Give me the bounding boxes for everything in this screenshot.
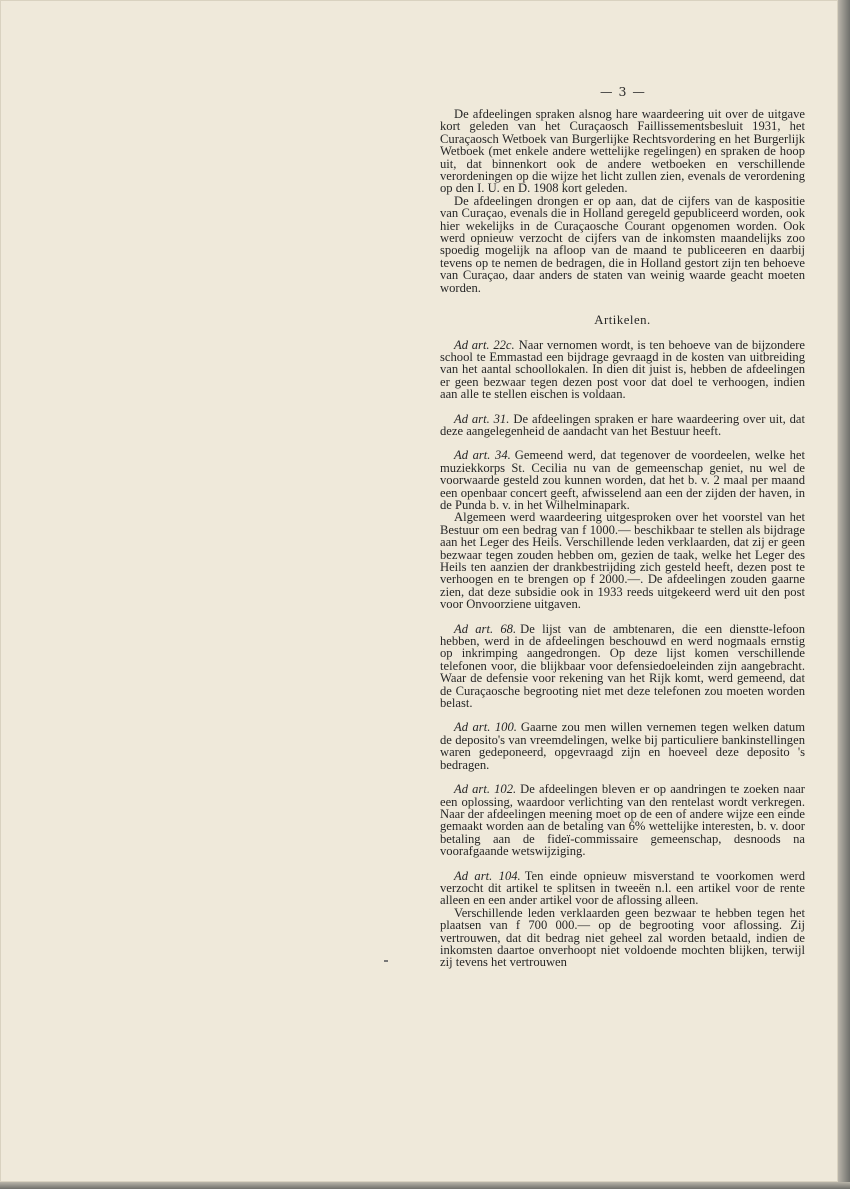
- article-100-paragraph: [440, 721, 805, 771]
- article-ref: Ad art. 22c.: [454, 337, 515, 352]
- scan-edge-right: [838, 0, 850, 1189]
- article-text: De afdeelingen bleven er op aandringen te zoeken naar een oplossing, waardoor verlichting van den rentelast wordt verkregen. Naar der afdeelingen meening moet op de een of andere wijze een einde gemaakt worden aan de betaling van 6% wettelijke interesten, b. v. door betaling aan de fideï-commissaire gemeenschap, desnoods na voorafgaande wetswijziging.: [440, 782, 806, 859]
- article-text: Ten einde opnieuw misverstand te voorkomen werd verzocht dit artikel te splitsen in tweeën n.l. een artikel voor de rente alleen en een ander artikel voor de aflossing alleen.: [440, 868, 806, 908]
- scan-edge-bottom: [0, 1182, 850, 1189]
- article-34-paragraph: [440, 449, 805, 511]
- article-31-paragraph: [440, 413, 805, 438]
- article-34-paragraph-2: Algemeen werd waardeering uitgesproken over het voorstel van het Bestuur om een bedrag van f 1000.— beschikbaar te stellen als bijdrage aan het Leger des Heils. Verschillende leden verklaarden, dat zij er geen bezwaar tegen zouden hebben om, gezien de taak, welke het Leger des Heils ten aanzien der drankbestrijding zich gesteld heeft, dezen post te verhoogen en te brengen op f 2000.—. De afdeelingen zouden gaarne zien, dat deze subsidie ook in 1933 reeds uitgekeerd werd uit den post voor Onvoorziene uitgaven.: [440, 510, 805, 612]
- page-number: — 3 —: [600, 84, 646, 99]
- intro-paragraph-2: De afdeelingen drongen er op aan, dat de cijfers van de kaspositie van Curaçao, evenals die in Holland geregeld gepubliceerd worden, ook hier wekelijks in de Curaçaosche Courant opgenomen worden. Ook werd opnieuw verzocht de cijfers van de inkomsten maandelijks zoo spoedig mogelijk na afloop van de maand te publiceeren en daarbij tevens op te nemen de bedragen, die in Holland gestort zijn ten behoeve van Curaçao, daar anders de staten van weinig waarde geacht moeten worden.: [440, 193, 805, 295]
- text-column: [440, 108, 805, 969]
- intro-paragraph-1: De afdeelingen spraken alsnog hare waardeering uit over de uitgave kort geleden van het Curaçaosch Faillissementsbesluit 1931, het Curaçaosch Wetboek van Burgerlijke Rechtsvordering en het Burgerlijk Wetboek (met enkele andere wettelijke regelingen) en spraken de hoop uit, dat binnenkort ook de andere wetboeken en verschillende verordeningen op die wijze het licht zullen zien, evenals de verordening op den I. U. en D. 1908 kort geleden.: [440, 107, 805, 196]
- article-text: De lijst van de ambtenaren, die een dienstte-lefoon hebben, werd in de afdeelingen beschouwd en werd nogmaals ernstig op inkrimping aangedrongen. Op deze lijst komen verschillende telefonen voor, die blijkbaar voor defensiedoeleinden zijn aangebracht. Waar de defensie voor rekening van het Rijk komt, werd gemeend, dat de Curaçaosche begrooting niet met deze telefonen zou moeten worden belast.: [440, 621, 806, 711]
- article-ref: Ad art. 100.: [454, 720, 517, 735]
- article-ref: Ad art. 31.: [454, 411, 510, 426]
- article-68-paragraph: [440, 623, 805, 710]
- article-text: Gaarne zou men willen vernemen tegen welken datum de deposito's van vreemdelingen, welke bij particuliere bankinstellingen waren gedeponeerd, opgevraagd zijn en hoeveel deze deposito 's bedragen.: [440, 720, 806, 772]
- article-104-paragraph-2: Verschillende leden verklaarden geen bezwaar te hebben tegen het plaatsen van f 700 000.— op de begrooting voor aflossing. Zij vertrouwen, dat dit bedrag niet geheel zal worden betaald, indien de inkomsten daartoe onverhoopt niet voldoende mochten blijken, terwijl zij tevens het vertrouwen: [440, 905, 805, 970]
- article-text: Gemeend werd, dat tegenover de voordeelen, welke het muziekkorps St. Cecilia nu van de gemeenschap geniet, nu wel de voorwaarde gesteld zou kunnen worden, dat het b. v. 2 maal per maand een openbaar concert geeft, afwisselend aan een der zijden der haven, in de Punda b. v. in het Wilhelminapark.: [440, 448, 806, 512]
- article-104-paragraph: [440, 870, 805, 907]
- section-heading: Artikelen.: [594, 313, 651, 328]
- article-102-paragraph: [440, 783, 805, 857]
- article-ref: Ad art. 68.: [454, 621, 517, 636]
- article-ref: Ad art. 102.: [454, 782, 517, 797]
- article-ref: Ad art. 104.: [454, 868, 521, 883]
- article-text: De afdeelingen spraken er hare waardeering over uit, dat deze aangelegenheid de aandacht van het Bestuur heeft.: [440, 411, 806, 438]
- article-22c-paragraph: [440, 339, 805, 401]
- margin-mark: [384, 960, 388, 962]
- article-text: Naar vernomen wordt, is ten behoeve van de bijzondere school te Emmastad een bijdrage gevraagd in de kosten van uitbreiding van het aantal schoollokalen. In dien dit juist is, hebben de afdeelingen er geen bezwaar tegen dezen post voor dat doel te verhoogen, indien aan alle te stellen eischen is voldaan.: [440, 337, 805, 402]
- article-ref: Ad art. 34.: [454, 448, 511, 463]
